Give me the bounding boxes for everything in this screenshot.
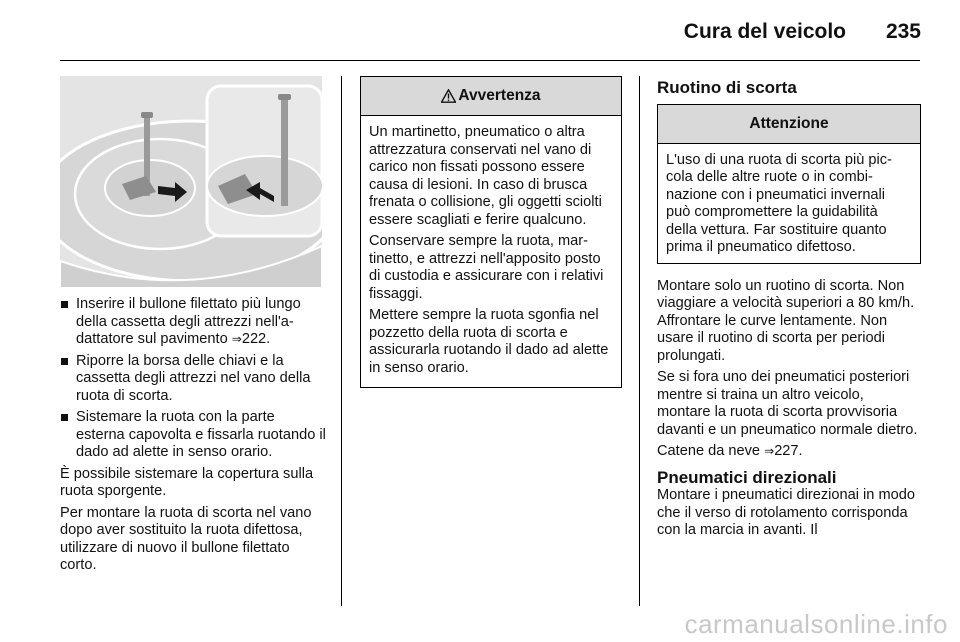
list-item <box>60 296 326 349</box>
list-item-text: Riporre la borsa delle chiavi e la cassetta degli attrezzi nel vano della ruota di scorta. <box>76 352 311 404</box>
warning-triangle-icon <box>441 89 456 103</box>
section-title: Ruotino di scorta <box>657 78 797 97</box>
spare-wheel-illustration <box>60 76 322 288</box>
paragraph <box>657 443 921 461</box>
list-item <box>60 353 326 406</box>
watermark-text: carmanualsonline.info <box>684 609 948 639</box>
watermark <box>685 609 948 640</box>
list-item <box>60 409 326 462</box>
attention-title: Attenzione <box>749 114 829 132</box>
header-title: Cura del veicolo <box>683 20 846 43</box>
column-right <box>657 76 921 544</box>
subsection-title: Pneumatici direzionali <box>657 467 837 487</box>
paragraph: Montare solo un ruotino di scorta. Non viaggiare a velocità superiori a 80 km/h. Affrontare le curve lentamente. Non usare il ruotino di scorta per periodi prolungati. <box>657 277 915 364</box>
paragraph: L'uso di una ruota di scorta più piccola delle altre ruote o in combinazione con i pneumatici invernali può compromettere la guidabilità della vettura. Far sostituire quanto prima il pneumatico difettoso. <box>666 151 892 255</box>
instruction-list <box>60 296 326 462</box>
paragraph: Se si fora uno dei pneumatici posteriori mentre si traina un altro veicolo, montare la ruota di scorta provvisoria davanti e un pneumatico normale dietro. <box>657 369 918 438</box>
page-reference[interactable] <box>764 443 802 459</box>
column-middle <box>360 76 622 388</box>
warning-title: Avvertenza <box>458 87 541 105</box>
header-rule <box>60 60 920 61</box>
paragraph: Mettere sempre la ruota sgonfia nel pozzetto della ruota di scorta e assicurarla ruotando il dado ad alette in senso orario. <box>369 307 609 376</box>
paragraph: Un martinetto, pneumatico o altra attrezzatura conservati nel vano di carico non fissati possono essere causa di lesioni. In caso di brusca frenata o collisione, gli oggetti sciolti essere scagliati e ferire qualcuno. <box>369 124 602 228</box>
warning-body <box>361 116 621 387</box>
paragraph: Per montare la ruota di scorta nel vano dopo aver sostituito la ruota difettosa, utilizzare di nuovo il bullone filettato corto. <box>60 504 312 573</box>
list-item-text: Inserire il bullone filettato più lungo della cassetta degli attrezzi nell'adattatore sul pavimento <box>76 296 301 347</box>
warning-header <box>361 77 621 116</box>
page-reference-number[interactable]: 227. <box>774 443 803 459</box>
page-reference[interactable] <box>232 331 270 347</box>
paragraph: È possibile sistemare la copertura sulla ruota sporgente. <box>60 465 314 499</box>
column-left <box>60 76 326 579</box>
list-item-text: Sistemare la ruota con la parte esterna capovolta e fissarla ruotando il dado ad alette in senso orario. <box>76 409 326 460</box>
attention-box <box>657 104 921 264</box>
attention-header <box>658 105 920 144</box>
column-divider-left <box>341 76 342 606</box>
snow-chains-text: Catene da neve <box>657 443 761 459</box>
page-reference-number[interactable]: 222. <box>241 331 271 347</box>
attention-body <box>658 144 920 263</box>
paragraph: Conservare sempre la ruota, martinetto, e attrezzi nell'apposito posto di custodia e assicurare con i relativi fissaggi. <box>369 233 604 302</box>
page-number: 235 <box>885 20 921 43</box>
paragraph: Montare i pneumatici direzionai in modo che il verso di rotolamento corrisponda con la marcia in avanti. Il <box>657 487 915 538</box>
column-divider-right <box>639 76 640 606</box>
warning-box <box>360 76 622 388</box>
